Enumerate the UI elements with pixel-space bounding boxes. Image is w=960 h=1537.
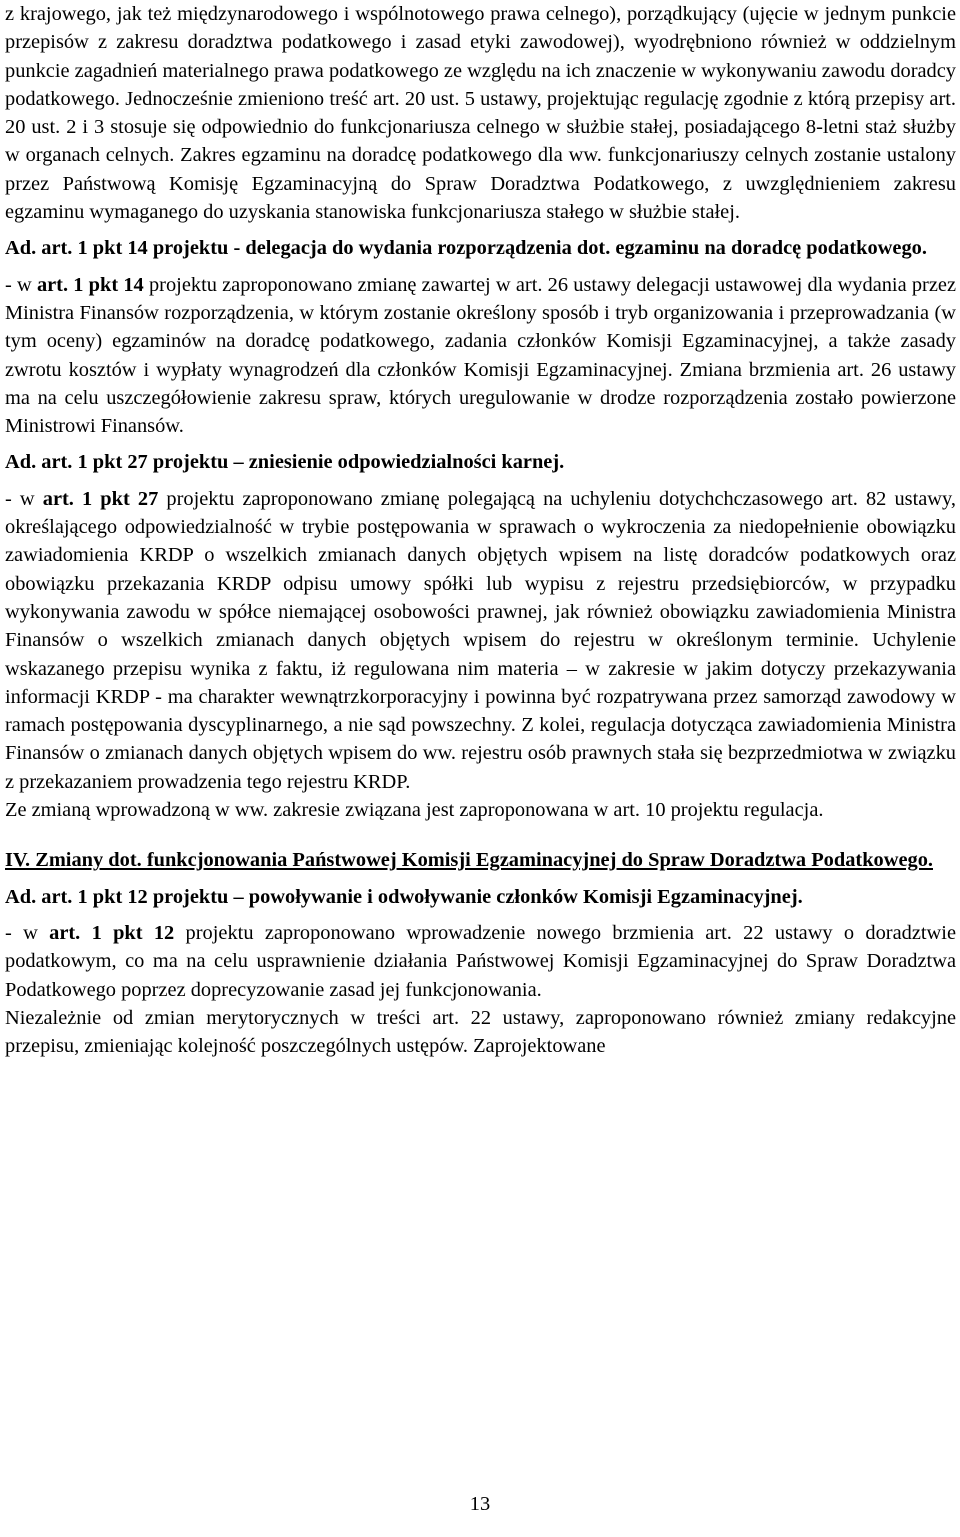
section-heading-iv: IV. Zmiany dot. funkcjonowania Państwowej Komisji Egzaminacyjnej do Spraw Doradztwa Podatkowego.: [5, 849, 933, 872]
heading-art-1-pkt-27: Ad. art. 1 pkt 27 projektu – zniesienie odpowiedzialności karnej.: [5, 451, 565, 474]
heading-art-1-pkt-12: Ad. art. 1 pkt 12 projektu – powoływanie i odwoływanie członków Komisji Egzaminacyjnej.: [5, 885, 803, 908]
heading-art-1-pkt-14: Ad. art. 1 pkt 14 projektu - delegacja do wydania rozporządzenia dot. egzaminu na doradcę podatkowego.: [5, 237, 927, 260]
paragraph-art-22: Niezależnie od zmian merytorycznych w treści art. 22 ustawy, zaproponowano również zmiany redakcyjne przepisu, zmieniając kolejność poszczególnych ustępów. Zaprojektowane: [5, 1006, 956, 1058]
paragraph-art-1-pkt-12: - w art. 1 pkt 12 projektu zaproponowano wprowadzenie nowego brzmienia art. 22 ustawy o doradztwie podatkowym, co ma na celu usprawnienie działania Państwowej Komisji Egzaminacyjnej do Spraw Doradztwa Podatkowego poprzez doprecyzowanie zasad jej funkcjonowania.: [5, 921, 956, 1001]
paragraph-intro: z krajowego, jak też międzynarodowego i wspólnotowego prawa celnego), porządkujący (ujęcie w jednym punkcie przepisów z zakresu doradztwa podatkowego i zasad etyki zawodowej), wyodrębniono również w oddzielnym punkcie zagadnień materialnego prawa podatkowego ze względu na ich znaczenie w wykonywaniu zawodu doradcy podatkowego. Jednocześnie zmieniono treść art. 20 ust. 5 ustawy, projektując regulację zgodnie z którą przepisy art. 20 ust. 2 i 3 stosuje się odpowiednio do funkcjonariusza celnego w służbie stałej, posiadającego 8-letni staż służby w organach celnych. Zakres egzaminu na doradcę podatkowego dla ww. funkcjonariuszy celnych zostanie ustalony przez Państwową Komisję Egzaminacyjną do Spraw Doradztwa Podatkowego, z uwzględnieniem zakresu egzaminu wymaganego do uzyskania stanowiska funkcjonariusza stałego w służbie stałej.: [5, 3, 956, 224]
paragraph-art-1-pkt-27: - w art. 1 pkt 27 projektu zaproponowano zmianę polegającą na uchyleniu dotychchczasowego art. 82 ustawy, określającego odpowiedzialność w trybie postępowania w sprawach o wykroczenia za niedopełnienie obowiązku zawiadomienia KRDP o wszelkich zmianach danych objętych wpisem na listę doradców podatkowych oraz obowiązku przekazania KRDP odpisu umowy spółki lub wypisu z rejestru przedsiębiorców, w przypadku wykonywania zawodu w spółce niemającej osobowości prawnej, jak również obowiązku zawiadomienia Ministra Finansów o wszelkich zmianach danych objętych wpisem do rejestru w określonym terminie. Uchylenie wskazanego przepisu wynika z faktu, iż regulowana nim materia – w zakresie w jakim dotyczy przekazywania informacji KRDP - ma charakter wewnątrzkorporacyjny i powinna być rozpatrywana przez samorząd zawodowy w ramach postępowania dyscyplinarnego, a nie sąd powszechny. Z kolei, regulacja dotycząca zawiadomienia Ministra Finansów o zmianach danych objętych wpisem do ww. rejestru osób prawnych stała się bezprzedmiotwa w związku z przekazaniem prowadzenia tego rejestru KRDP.: [5, 487, 957, 793]
page-number: 13: [469, 1493, 491, 1515]
paragraph-art-10: Ze zmianą wprowadzoną w ww. zakresie związana jest zaproponowana w art. 10 projektu regulacja.: [5, 799, 824, 822]
paragraph-art-1-pkt-14: - w art. 1 pkt 14 projektu zaproponowano zmianę zawartej w art. 26 ustawy delegacji ustawowej dla wydania przez Ministra Finansów rozporządzenia, w którym zostanie określony sposób i tryb organizowania i przeprowadzania (w tym oceny) egzaminów na doradcę podatkowego, zadania członków Komisji Egzaminacyjnej, a także zasady zwrotu kosztów i wypłaty wynagrodzeń dla członków Komisji Egzaminacyjnej. Zmiana brzmienia art. 26 ustawy ma na celu uszczegółowienie zakresu spraw, których uregulowanie w drodze rozporządzenia zostało powierzone Ministrowi Finansów.: [5, 273, 956, 438]
